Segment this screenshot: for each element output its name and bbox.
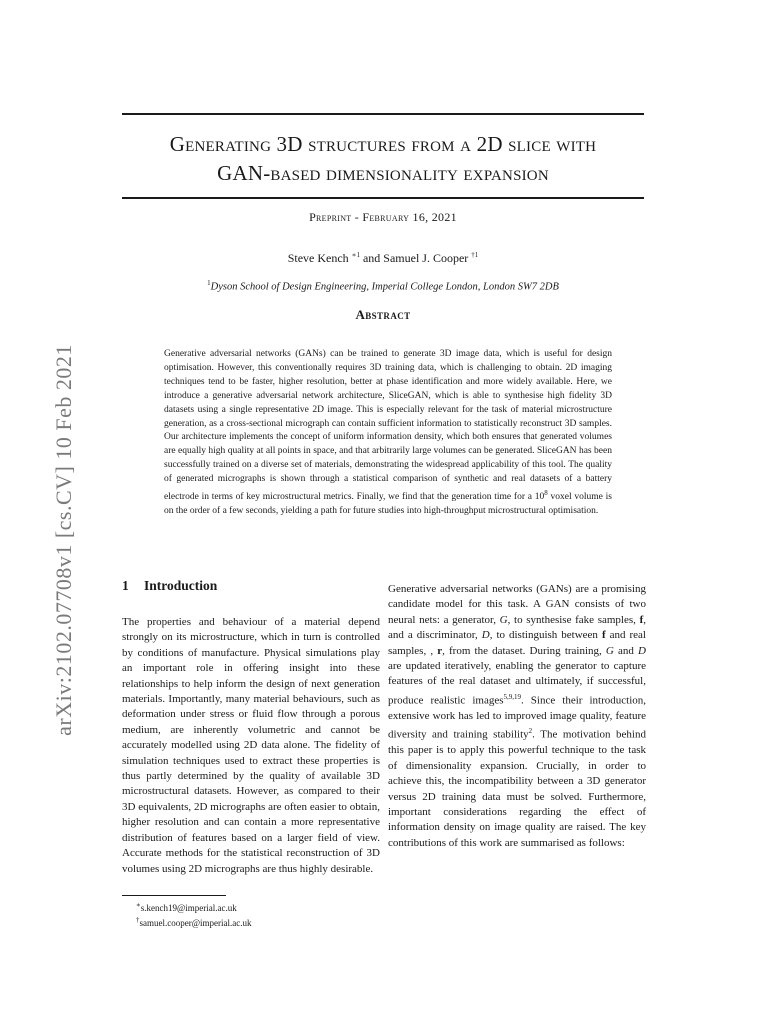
footnote-mark: ∗	[136, 901, 141, 909]
abstract-text-part-1: Generative adversarial networks (GANs) can be trained to generate 3D image data, which is useful for design optimisation. However, this conventionally requires 3D training data, which is challenging to obtain. 2D imaging techniques tend to be faster, higher resolution, better at phase identification and more widely available. Here, we introduce a generative adversarial network architecture, SliceGAN, which is able to synthesise high fidelity 3D datasets using a single representative 2D image. This is especially relevant for the task of material microstructure generation, as a cross-sectional micrograph can contain sufficient information to statistically reconstruct 3D samples. Our architecture implements the concept of uniform information density, which both ensures that generated volumes are equally high quality at all points in space, and that arbitrarily large volumes can be generated. SliceGAN has been successfully trained on a diverse set of materials, demonstrating the widespread applicability of this tool. The quality of generated micrographs is shown through a statistical comparison of synthetic and real datasets of a battery electrode in terms of key microstructural metrics. Finally, we find that the generation time for a 10	[164, 349, 612, 503]
citation-marker[interactable]: 5,9,19	[503, 692, 521, 701]
abstract-heading: Abstract	[355, 307, 411, 322]
preprint-date: Preprint - February 16, 2021	[309, 210, 457, 224]
math-D: D	[638, 644, 646, 657]
author-2-marks: †1	[471, 251, 479, 259]
text-run: , and a discriminator,	[388, 613, 646, 642]
footnotes	[136, 899, 252, 929]
author-1-marks: ∗1	[351, 251, 360, 259]
text-run: are updated iteratively, enabling the generator to capture features of the real dataset and ultimately, if successful, produce realistic images	[388, 660, 646, 707]
affiliation-text: Dyson School of Design Engineering, Imperial College London, London SW7 2DB	[210, 281, 559, 293]
text-run: , to distinguish between	[489, 629, 602, 642]
author-1: Steve Kench	[287, 251, 349, 265]
abstract-exponent: 8	[544, 489, 548, 498]
text-run: . The motivation behind this paper is to apply this powerful technique to the task of dimensionality expansion. Crucially, in order to achieve this, the incompatibility between a 3D generator versus 2D training data must be solved. Furthermore, important considerations regarding the effect of information density on image quality are raised. The key contributions of this work are summarised as follows:	[388, 728, 646, 849]
abstract-text-part-2: voxel volume is on the order of a few seconds, yielding a path for future studies into high-throughput microstructural optimisation.	[164, 492, 612, 517]
section-heading	[122, 578, 217, 594]
right-column	[388, 582, 646, 851]
citation-marker[interactable]: 2	[528, 727, 533, 736]
affiliation	[122, 279, 644, 293]
text-run: , to synthesise fake samples,	[507, 613, 640, 626]
arxiv-sidebar	[16, 320, 112, 760]
footnote-rule	[122, 895, 226, 896]
section-number: 1	[122, 578, 129, 593]
author-2: Samuel J. Cooper	[383, 251, 469, 265]
text-run: . Since their introduction, extensive work has led to improved image quality, feature diversity and training stability	[388, 694, 646, 741]
text-run: and real samples, ,	[388, 629, 646, 657]
math-r: r	[437, 644, 443, 657]
math-f: f	[639, 613, 644, 626]
intro-paragraph-2	[388, 582, 646, 851]
math-D: D	[481, 629, 490, 642]
title-line-1: Generating 3D structures from a 2D slice with	[169, 132, 597, 156]
paper-title	[122, 130, 644, 188]
math-G: G	[605, 644, 614, 657]
left-column	[122, 615, 380, 877]
footnote-email[interactable]: samuel.cooper@imperial.ac.uk	[139, 918, 252, 928]
footnote-mark: †	[136, 916, 140, 924]
title-line-2: GAN-based dimensionality expansion	[217, 161, 549, 185]
math-f: f	[601, 629, 606, 642]
title-rule-top	[122, 113, 644, 115]
footnote-1	[136, 899, 252, 914]
arxiv-identifier: arXiv:2102.07708v1 [cs.CV] 10 Feb 2021	[51, 344, 76, 736]
section-title: Introduction	[144, 578, 218, 593]
intro-paragraph-1: The properties and behaviour of a material depend strongly on its microstructure, which in turn is controlled by conditions of manufacture. Physical simulations play an important role in offering insight into these relationships to help inform the design of next generation materials. Importantly, many material behaviours, such as deformation under stress or fluid flow through a porous medium, are inherently volumetric and cannot be accurately modelled using 2D data alone. The fidelity of simulation techniques used to extract these properties is thus partly determined by the quality of available 3D microstructural datasets. However, as compared to their 3D equivalents, 2D micrographs are often easier to obtain, higher resolution and can contain a more representative distribution of features based on a larger field of view. Accurate methods for the statistical reconstruction of 3D volumes using 2D micrographs are thus highly desirable.	[122, 616, 380, 875]
math-G: G	[499, 613, 508, 626]
footnote-2	[136, 914, 252, 929]
title-rule-bottom	[122, 197, 644, 199]
text-run: , from the dataset. During training,	[442, 644, 606, 657]
footnote-email[interactable]: s.kench19@imperial.ac.uk	[140, 903, 237, 913]
abstract-body	[164, 348, 612, 519]
affiliation-marker: 1	[207, 279, 211, 287]
text-run: Generative adversarial networks (GANs) are a promising candidate model for this task. A GAN consists of two neural nets: a generator,	[388, 583, 646, 626]
text-run: and	[613, 644, 639, 657]
author-connector: and	[359, 251, 384, 265]
author-line	[122, 251, 644, 266]
